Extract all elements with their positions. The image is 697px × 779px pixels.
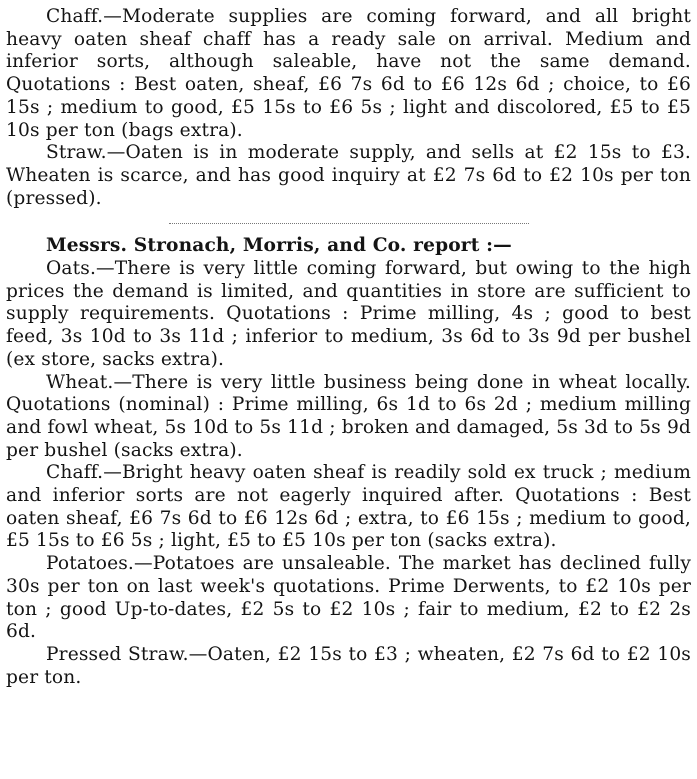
potatoes-paragraph: Potatoes.—Potatoes are unsaleable. The market has declined fully 30s per ton on last week's quotations. Prime Derwents, to £2 10s per ton ; good Up-to-dates, £2 5s to £2 10s ; fair to medium, £2 to £2 2s 6d. bbox=[6, 553, 691, 643]
pressed-straw-paragraph: Pressed Straw.—Oaten, £2 15s to £3 ; wheaten, £2 7s 6d to £2 10s per ton. bbox=[6, 643, 691, 688]
oats-paragraph: Oats.—There is very little coming forward, but owing to the high prices the demand is limited, and quantities in store are sufficient to supply requirements. Quotations : Prime milling, 4s ; good to best feed, 3s 10d to 3s 11d ; inferior to medium, 3s 6d to 3s 9d per bushel (ex store, sacks extra). bbox=[6, 258, 691, 370]
section-divider bbox=[169, 223, 529, 224]
wheat-paragraph: Wheat.—There is very little business being done in wheat locally. Quotations (nominal) : Prime milling, 6s 1d to 6s 2d ; medium milling and fowl wheat, 5s 10d to 5s 11d ; broken and damaged, 5s 3d to 5s 9d per bushel (sacks extra). bbox=[6, 371, 691, 461]
straw-paragraph: Straw.—Oaten is in moderate supply, and sells at £2 15s to £3. Wheaten is scarce, and has good inquiry at £2 7s 6d to £2 10s per ton (pressed). bbox=[6, 142, 691, 209]
chaff-report-paragraph: Chaff.—Bright heavy oaten sheaf is readily sold ex truck ; medium and inferior sorts are not eagerly inquired after. Quotations : Best oaten sheaf, £6 7s 6d to £6 12s 6d ; extra, to £6 15s ; medium to good, £5 15s to £6 5s ; light, £5 to £5 10s per ton (sacks extra). bbox=[6, 462, 691, 552]
report-heading: Messrs. Stronach, Morris, and Co. report :— bbox=[46, 235, 512, 257]
chaff-paragraph: Chaff.—Moderate supplies are coming forward, and all bright heavy oaten sheaf chaff has a ready sale on arrival. Medium and inferior sorts, although saleable, have not the same demand. Quotations : Best oaten, sheaf, £6 7s 6d to £6 12s 6d ; choice, to £6 15s ; medium to good, £5 15s to £6 5s ; light and discolored, £5 to £5 10s per ton (bags extra). bbox=[6, 6, 691, 141]
